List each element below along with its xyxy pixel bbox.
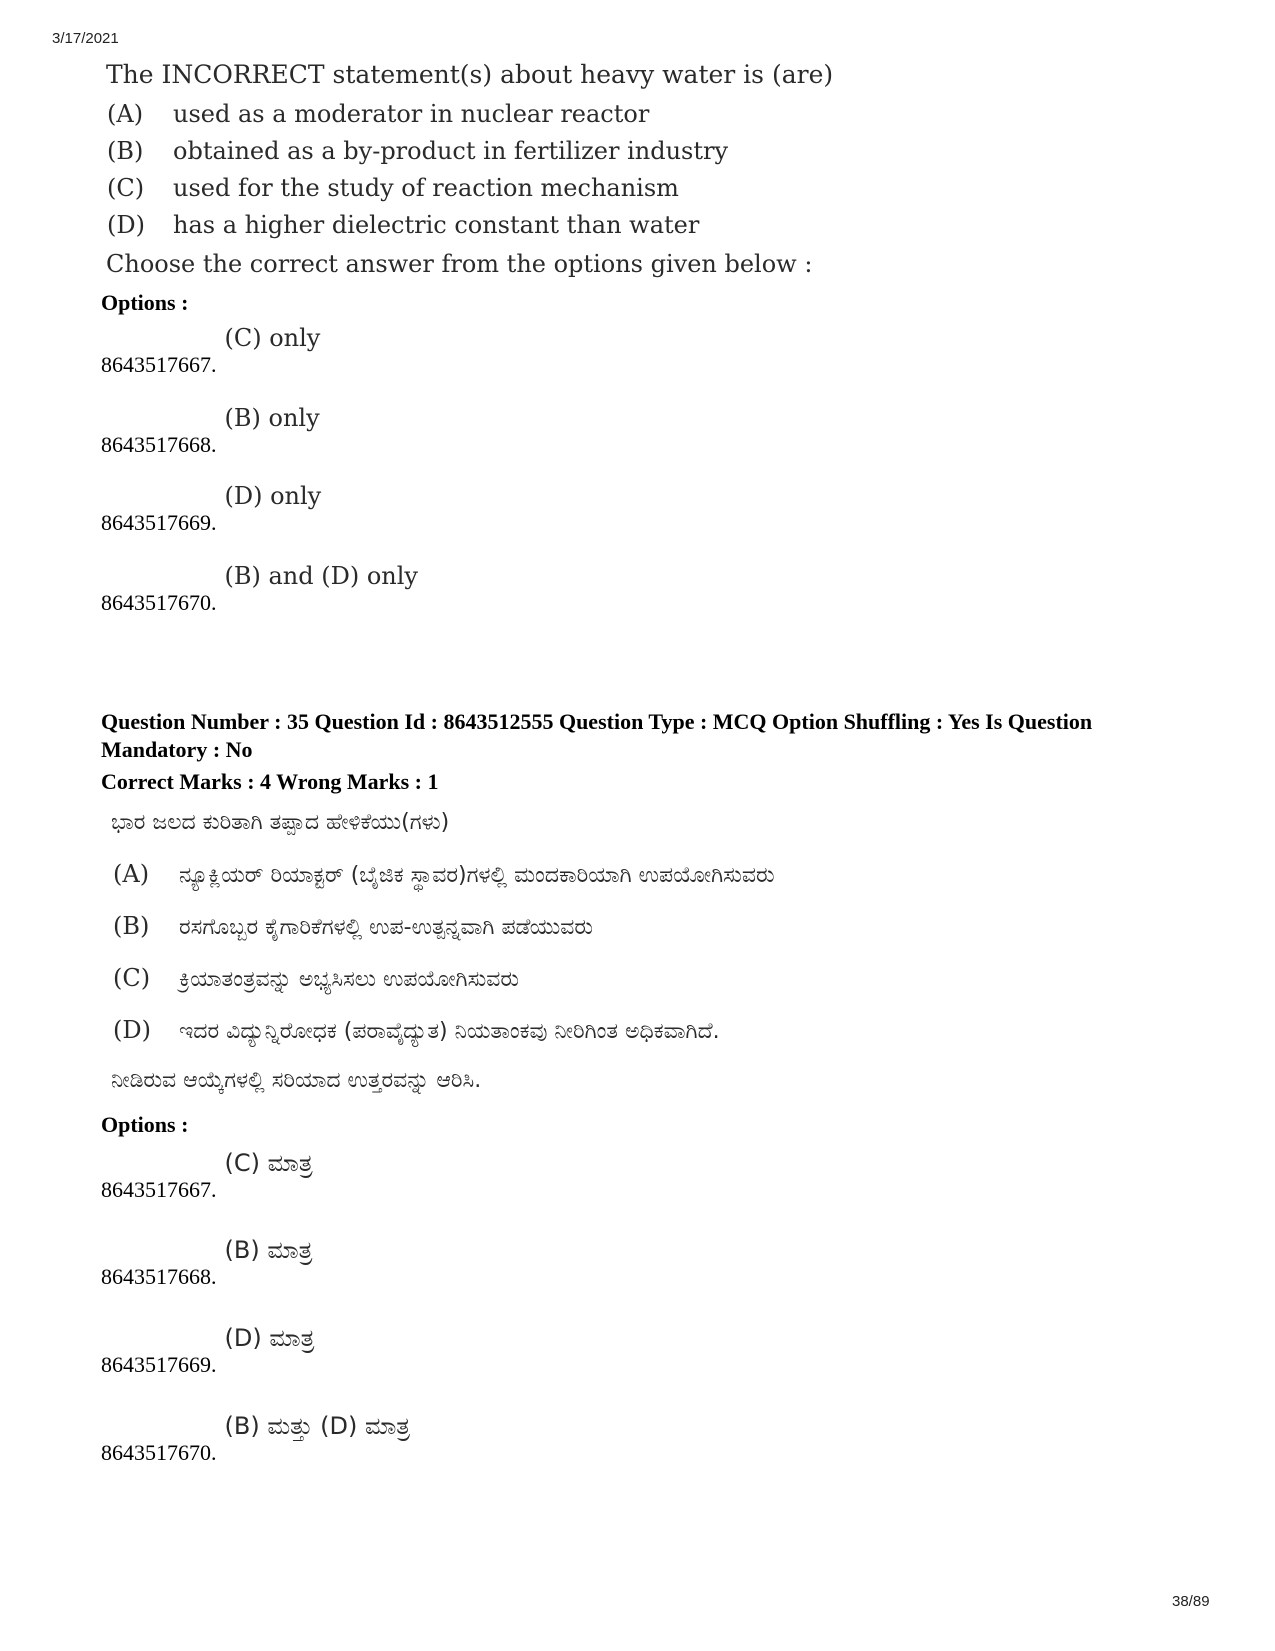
option-item[interactable] <box>101 324 321 378</box>
option-text: (B) and (D) only <box>224 562 418 590</box>
statement-letter: (D) <box>107 211 145 239</box>
kannada-statement-a <box>113 860 775 888</box>
statement-text: used for the study of reaction mechanism <box>173 174 679 202</box>
kannada-instruction: ನೀಡಿರುವ ಆಯ್ಕೆಗಳಲ್ಲಿ ಸರಿಯಾದ ಉತ್ತರವನ್ನು ಆರಿಸಿ. <box>111 1068 482 1093</box>
statement-text: ನ್ಯೂಕ್ಲಿಯರ್ ರಿಯಾಕ್ಟರ್ (ಬೈಜಿಕ ಸ್ಥಾವರ)ಗಳಲ್ಲಿ ಮಂದಕಾರಿಯಾಗಿ ಉಪಯೋಗಿಸುವರು <box>179 863 775 888</box>
kannada-statement-d <box>113 1016 720 1044</box>
statement-letter: (D) <box>113 1016 151 1044</box>
option-id: 8643517668. <box>101 1264 217 1289</box>
marks-info: Correct Marks : 4 Wrong Marks : 1 <box>101 769 439 794</box>
options-label: Options : <box>101 290 189 315</box>
kannada-question-stem: ಭಾರ ಜಲದ ಕುರಿತಾಗಿ ತಪ್ಪಾದ ಹೇಳಿಕೆಯು(ಗಳು) <box>111 810 450 835</box>
statement-letter: (C) <box>107 174 145 202</box>
statement-text: used as a moderator in nuclear reactor <box>173 100 650 128</box>
options-label: Options : <box>101 1112 189 1137</box>
english-statement-d <box>107 211 699 239</box>
statement-text: obtained as a by-product in fertilizer industry <box>173 137 729 165</box>
question-metadata: Question Number : 35 Question Id : 8643512555 Question Type : MCQ Option Shuffling : Yes Is Question Mandatory : No <box>101 709 1093 762</box>
option-item[interactable] <box>101 1412 411 1466</box>
statement-text: ರಸಗೊಬ್ಬರ ಕೈಗಾರಿಕೆಗಳಲ್ಲಿ ಉಪ-ಉತ್ಪನ್ನವಾಗಿ ಪಡೆಯುವರು <box>179 915 594 940</box>
statement-letter: (B) <box>113 912 150 940</box>
english-instruction: Choose the correct answer from the options given below : <box>106 250 813 278</box>
kannada-statement-b <box>113 912 593 940</box>
option-text: (C) ಮಾತ್ರ <box>224 1149 313 1177</box>
option-text: (C) only <box>224 324 321 352</box>
option-id: 8643517669. <box>101 510 217 535</box>
page-number: 38/89 <box>1172 1593 1210 1610</box>
option-id: 8643517670. <box>101 590 217 615</box>
option-item[interactable] <box>101 404 320 458</box>
statement-text: ಇದರ ವಿದ್ಯುನ್ನಿರೋಧಕ (ಪರಾವೈದ್ಯುತ) ನಿಯತಾಂಕವು ನೀರಿಗಿಂತ ಅಧಿಕವಾಗಿದೆ. <box>179 1019 720 1044</box>
option-id: 8643517667. <box>101 352 217 377</box>
option-text: (D) ಮಾತ್ರ <box>224 1324 315 1352</box>
print-date: 3/17/2021 <box>52 30 119 47</box>
option-id: 8643517668. <box>101 432 217 457</box>
english-question-stem: The INCORRECT statement(s) about heavy water is (are) <box>106 60 834 89</box>
option-item[interactable] <box>101 562 418 616</box>
kannada-statement-c <box>113 964 519 992</box>
english-statement-b <box>107 137 728 165</box>
english-statement-c <box>107 174 679 202</box>
option-item[interactable] <box>101 1149 313 1203</box>
statement-text: ಕ್ರಿಯಾತಂತ್ರವನ್ನು ಅಭ್ಯಸಿಸಲು ಉಪಯೋಗಿಸುವರು <box>179 967 520 992</box>
option-text: (D) only <box>224 482 322 510</box>
statement-letter: (A) <box>113 860 150 888</box>
option-item[interactable] <box>101 1236 313 1290</box>
statement-text: has a higher dielectric constant than water <box>173 211 700 239</box>
option-id: 8643517670. <box>101 1440 217 1465</box>
option-text: (B) only <box>224 404 320 432</box>
option-item[interactable] <box>101 1324 315 1378</box>
statement-letter: (A) <box>107 100 144 128</box>
option-item[interactable] <box>101 482 322 536</box>
statement-letter: (B) <box>107 137 144 165</box>
option-id: 8643517667. <box>101 1177 217 1202</box>
option-text: (B) ಮಾತ್ರ <box>224 1236 313 1264</box>
option-id: 8643517669. <box>101 1352 217 1377</box>
option-text: (B) ಮತ್ತು (D) ಮಾತ್ರ <box>224 1412 411 1440</box>
english-statement-a <box>107 100 649 128</box>
statement-letter: (C) <box>113 964 151 992</box>
